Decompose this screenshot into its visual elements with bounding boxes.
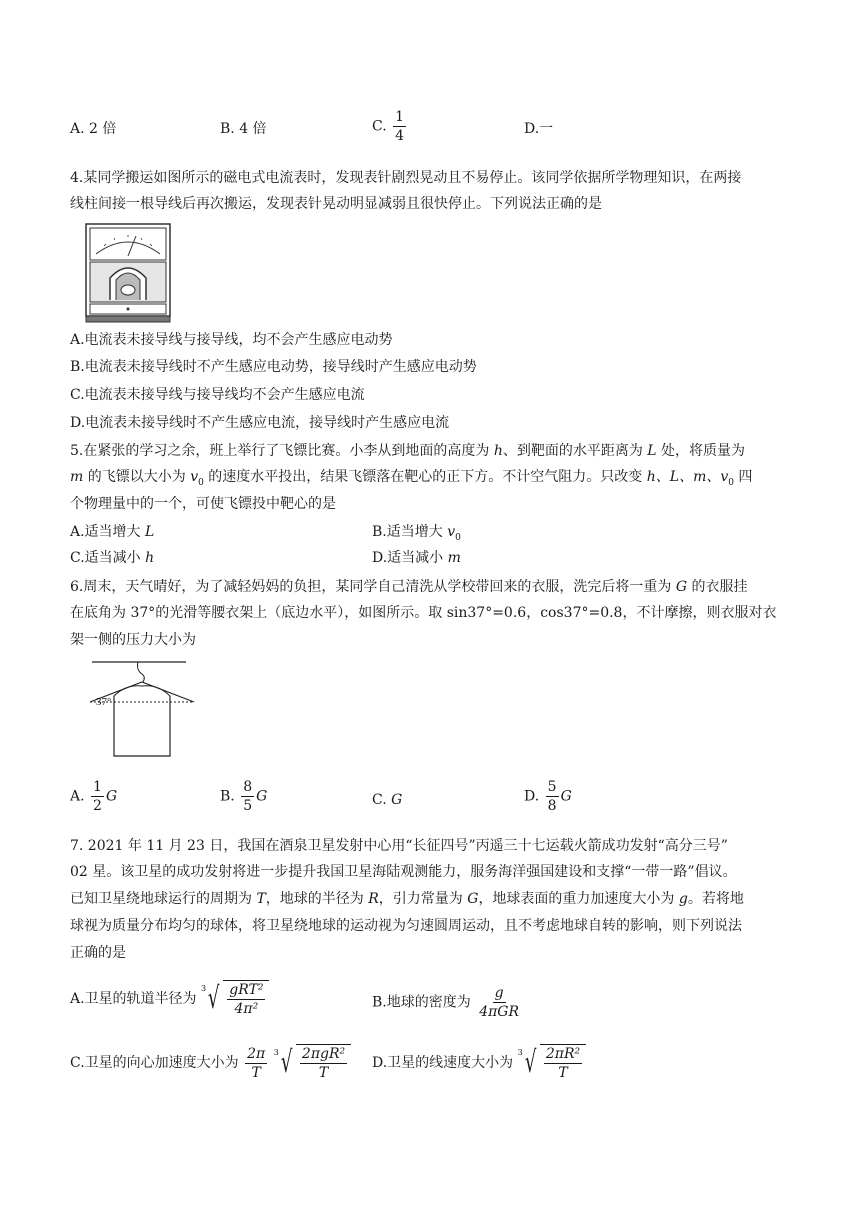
var-R: R xyxy=(368,891,379,907)
q7-option-c xyxy=(70,1044,351,1082)
root-index: 3 xyxy=(517,1048,523,1057)
q4-stem-line2: 线柱间接一根导线后再次搬运，发现表针晃动明显减弱且很快停止。下列说法正确的是 xyxy=(70,196,602,212)
ammeter-figure xyxy=(84,222,174,324)
q3-option-c xyxy=(372,108,408,145)
fraction-denominator: 5 xyxy=(243,798,253,814)
var-G: G xyxy=(105,788,118,805)
option-text: C.卫星的向心加速度大小为 xyxy=(70,1055,239,1071)
cube-root xyxy=(201,980,269,1018)
fraction-numerator: 2π xyxy=(247,1045,266,1062)
option-text: B.地球的密度为 xyxy=(372,994,471,1011)
q6-stem-line3: 架一侧的压力大小为 xyxy=(70,632,196,648)
fraction-denominator: 4 xyxy=(395,128,405,144)
root-index: 3 xyxy=(201,984,207,993)
q6-stem-line1 xyxy=(70,577,747,597)
text-segment: 。若将地 xyxy=(687,891,744,907)
var-h: h xyxy=(145,550,155,566)
option-text: B.适当增大 xyxy=(372,524,448,540)
var-G: G xyxy=(560,788,572,805)
cube-root xyxy=(518,1044,586,1082)
fraction xyxy=(544,1045,582,1082)
var-m: m xyxy=(447,550,461,566)
subscript: 0 xyxy=(198,477,204,488)
q5-option-d xyxy=(372,548,461,568)
text-segment: 的速度水平投出，结果飞镖落在靶心的正下方。不计空气阻力。只改变 xyxy=(203,469,647,485)
q3-option-c-label: C. xyxy=(372,118,387,135)
radicand xyxy=(223,980,269,1018)
radical-sign: √ xyxy=(207,981,220,1016)
q6-option-a xyxy=(70,778,117,815)
q3-option-a: A. 2 倍 xyxy=(70,121,117,137)
text-segment: 的衣服挂 xyxy=(687,579,748,595)
radicand xyxy=(540,1044,586,1082)
option-label: A. xyxy=(70,788,85,805)
q5-option-b xyxy=(372,522,461,548)
subscript: 0 xyxy=(728,477,734,488)
var-G: G xyxy=(675,579,687,595)
fraction xyxy=(91,778,104,815)
q7-option-b xyxy=(372,984,523,1021)
fraction-denominator: T xyxy=(558,1065,568,1081)
q4-stem-line1: 4.某同学搬运如图所示的磁电式电流表时，发现表针剧烈晃动且不易停止。该同学依据所学物理知识，在两接 xyxy=(70,170,742,186)
q4-option-b: B.电流表未接导线时不产生感应电动势，接导线时产生感应电动势 xyxy=(70,359,477,375)
var-h: h xyxy=(493,443,503,459)
q7-stem-line4: 球视为质量分布均匀的球体，将卫星绕地球的运动视为匀速圆周运动，且不考虑地球自转的影响，则下列说法 xyxy=(70,918,742,934)
fraction-denominator: 4π² xyxy=(234,1001,259,1017)
q3-option-d: D.一 xyxy=(524,121,554,137)
fraction xyxy=(245,1045,267,1082)
text-segment: 、到靶面的水平距离为 xyxy=(502,443,648,459)
text-segment: ，地球的半径为 xyxy=(265,891,369,907)
fraction-numerator: gRT² xyxy=(229,982,264,998)
text-segment: 处，将质量为 xyxy=(656,443,746,459)
fraction-numerator: 5 xyxy=(547,779,557,795)
option-text: D.适当减小 xyxy=(372,550,448,566)
fraction xyxy=(241,778,254,815)
option-text: D.卫星的线速度大小为 xyxy=(372,1055,514,1071)
var-G: G xyxy=(391,792,403,808)
option-label: C. xyxy=(372,792,387,808)
fraction-numerator: 1 xyxy=(93,779,102,795)
fraction xyxy=(546,778,559,815)
var-list: h、L、m、v xyxy=(646,469,729,485)
var-v: v xyxy=(447,524,456,540)
fraction-numerator: 1 xyxy=(395,109,405,125)
var-m: m xyxy=(70,469,84,485)
q7-option-d xyxy=(372,1044,586,1082)
q7-stem-line2: 02 星。该卫星的成功发射将进一步提升我国卫星海陆观测能力，服务海洋强国建设和支撑“一带一路”倡议。 xyxy=(70,864,737,880)
root-index: 3 xyxy=(273,1048,279,1057)
hanger-figure xyxy=(86,656,198,760)
fraction-denominator: 8 xyxy=(547,798,557,814)
text-segment: ，地球表面的重力加速度大小为 xyxy=(478,891,679,907)
fraction-numerator: 2πgR² xyxy=(301,1046,346,1062)
q5-option-a xyxy=(70,522,154,542)
q6-option-b xyxy=(220,778,267,815)
q4-option-c: C.电流表未接导线与接导线均不会产生感应电流 xyxy=(70,387,365,403)
fraction xyxy=(227,981,265,1018)
text-segment: 四 xyxy=(733,469,753,485)
angle-label: 37° xyxy=(96,696,112,708)
q7-stem-line3 xyxy=(70,889,744,909)
q3-option-b: B. 4 倍 xyxy=(220,121,267,137)
q6-option-d xyxy=(524,778,572,815)
var-g: g xyxy=(678,891,688,907)
option-text: C.适当减小 xyxy=(70,550,146,566)
fraction-numerator: g xyxy=(494,985,504,1001)
radical-sign: √ xyxy=(280,1045,293,1080)
var-G: G xyxy=(256,788,268,805)
q7-stem-line1: 7. 2021 年 11 月 23 日，我国在酒泉卫星发射中心用“长征四号”丙遥三十七运载火箭成功发射“高分三号” xyxy=(70,838,728,854)
q6-option-c xyxy=(372,790,402,810)
fraction xyxy=(300,1045,347,1082)
fraction-numerator: 2πR² xyxy=(545,1046,581,1062)
option-label: B. xyxy=(220,788,235,805)
fraction-denominator: 4πGR xyxy=(479,1004,520,1020)
q5-stem-line2 xyxy=(70,467,752,493)
q7-stem-line5: 正确的是 xyxy=(70,945,126,961)
fraction-numerator: 8 xyxy=(243,779,253,795)
q5-option-c xyxy=(70,548,154,568)
var-G: G xyxy=(467,891,479,907)
text-segment: 已知卫星绕地球运行的周期为 xyxy=(70,891,257,907)
var-v: v xyxy=(190,469,199,485)
q5-stem-line3: 个物理量中的一个，可使飞镖投中靶心的是 xyxy=(70,496,336,512)
q7-option-a xyxy=(70,980,269,1018)
fraction-denominator: T xyxy=(318,1065,329,1081)
radical-sign: √ xyxy=(524,1045,537,1080)
q3-option-c-fraction xyxy=(393,108,406,145)
text-segment: 的飞镖以大小为 xyxy=(83,469,191,485)
fraction xyxy=(477,984,521,1021)
radicand xyxy=(296,1044,351,1082)
var-T: T xyxy=(256,891,266,907)
var-L: L xyxy=(647,443,657,459)
fraction-denominator: T xyxy=(251,1064,261,1081)
q5-stem-line1 xyxy=(70,441,745,461)
fraction-denominator: 2 xyxy=(93,798,102,814)
text-segment: ，引力常量为 xyxy=(378,891,468,907)
option-text: A.适当增大 xyxy=(70,524,146,540)
subscript: 0 xyxy=(455,532,461,543)
option-text: A.卫星的轨道半径为 xyxy=(70,991,197,1007)
q4-option-d: D.电流表未接导线时不产生感应电流，接导线时产生感应电流 xyxy=(70,415,450,431)
var-L: L xyxy=(145,524,155,540)
cube-root xyxy=(274,1044,351,1082)
q6-stem-line2: 在底角为 37°的光滑等腰衣架上（底边水平），如图所示。取 sin37°=0.6，cos37°=0.8，不计摩擦，则衣服对衣 xyxy=(70,605,777,621)
text-segment: 5.在紧张的学习之余，班上举行了飞镖比赛。小李从到地面的高度为 xyxy=(70,443,494,459)
text-segment: 6.周末，天气晴好，为了减轻妈妈的负担，某同学自己清洗从学校带回来的衣服，洗完后将一重为 xyxy=(70,579,676,595)
q4-option-a: A.电流表未接导线与接导线，均不会产生感应电动势 xyxy=(70,332,393,348)
option-label: D. xyxy=(524,788,540,805)
